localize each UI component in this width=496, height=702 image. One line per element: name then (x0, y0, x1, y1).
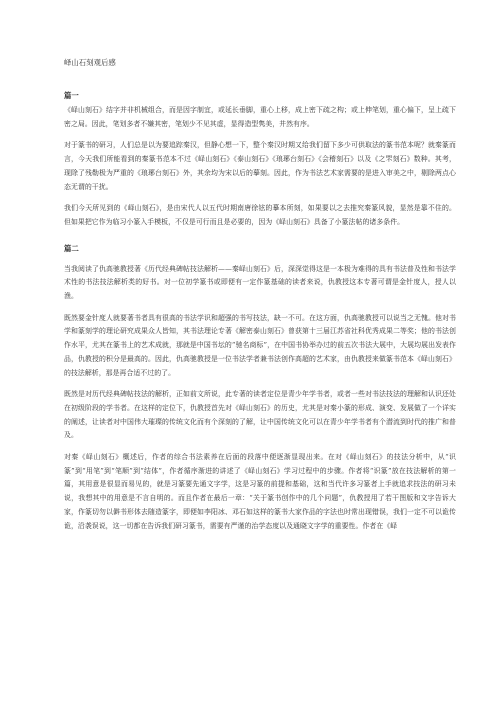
paragraph: 既然要金针度人就要著书者具有很高的书法学识和超强的书写技法，缺一不可。在这方面，仇高驰教授可以说当之无愧。他对书学和篆刻学的理论研究成果众人皆知，其书法理论专著《解密泰山刻石》曾获第十三届江苏省社科优秀成果二等奖；他的书法创作水平，尤其在篆书上的艺术成就，那就是中国书坛的“驰名商标”，在中国书协举办过的前五次书法大展中，大展均展出发表作品，仇教授的积分是最高的。因此，仇高驰教授是一位书法学者兼书法创作高超的艺术家，由仇教授来做篆书范本《峄山刻石》的技法解析，那是再合适不过的了。 (64, 313, 456, 377)
paragraph: 我们今天所见到的《峄山刻石》，是由宋代人以五代时期南唐徐铉的摹本所刻，如果要以之去推究秦篆风貌，显然是靠不住的。但如果把它作为临习小篆入手模板，不仅是可行而且是必要的，因为《峄山刻石》具备了小篆法帖的诸多条件。 (64, 204, 456, 226)
document-title: 峄山石刻观后感 (64, 58, 116, 67)
section-heading-1: 篇一 (64, 91, 79, 100)
paragraph: 对于篆书的研习，人们总是以为要追踪秦汉，但静心想一下，整个秦汉时期又给我们留下多少可供取法的篆书范本呢？就秦篆而言，今天我们所能看到的秦篆书范本不过《峄山刻石》《泰山刻石》《琅琊台刻石》《会稽刻石》以及《之罘刻石》数种。其考，现除了残勒极为严重的《琅琊台刻石》外，其余均为宋以后的摹刻。因此，作为书法艺术家需要的是进入审美之中，剔除两点心态无谓的干扰。 (64, 141, 456, 191)
paragraph: 当我阅读了仇高驰教授著《历代经典碑帖技法解析——秦峄山刻石》后，深深觉得这是一本极为难得的具有书法普及性和书法学术性的书法技法解析类的好书。对一位初学篆书或即便有一定作篆基础的读者来说，仇教授这本专著可谓是金针度人，授人以渔。 (64, 264, 456, 301)
paragraph: 既然是对历代经典碑帖技法的解析，正如前文所说，此专著的读者定位是青少年学书者，或者一些对书法技法的理解和认识还处在初级阶段的学书者。在这样的定位下，仇教授首先对《峄山刻石》的历史，尤其是对秦小篆的形成、演变、发展做了一个详实的阐述，让读者对中国伟大璀璨的传统文化而有个深刻的了解，让中国传统文化可以在青少年学书者有个潜流到时代的推广和普及。 (64, 390, 456, 440)
section-heading-2: 篇二 (64, 243, 79, 253)
paragraph: 对秦《峄山刻石》概述后，作者的综合书法素养在后面的段落中便逐渐显现出来。在对《峄山刻石》的技法分析中，从“识篆”到“用笔”到“笔顺”到“结体”，作者循序渐进的讲述了《峄山刻石》学习过程中的步骤。作者将“识篆”放在技法解析的第一篇，其用意是很显而易见的，就是习篆要先通文字学，这是习篆的前提和基础，这和当代许多习篆者上手就追求技法的研习未说，我想其中的用意是不言自明的。而且作者在最后一章：“关于篆书创作中的几个问题”，仇教授用了若干图版和文字告诉大家，作篆切勿以僻书形体去随造篆字，即便如李阳冰、邓石如这样的篆书大家作品的字法也时常出现错误，我们一定不可以诡传诡，沿袭误说，这一切都在告诉我们研习篆书，需要有严谨的治学态度以及通晓文字学的重要性。作者在《峄 (64, 453, 456, 530)
paragraph: 《峄山刻石》结字并非机械组合，而是因字制宜，或延长垂脚，重心上移，成上密下疏之构；或上伸笔划，重心偏下，呈上疏下密之局。因此，笔划多者不嫌其密，笔划少不见其虚，显得造型隽美，井然有序。 (64, 106, 456, 128)
